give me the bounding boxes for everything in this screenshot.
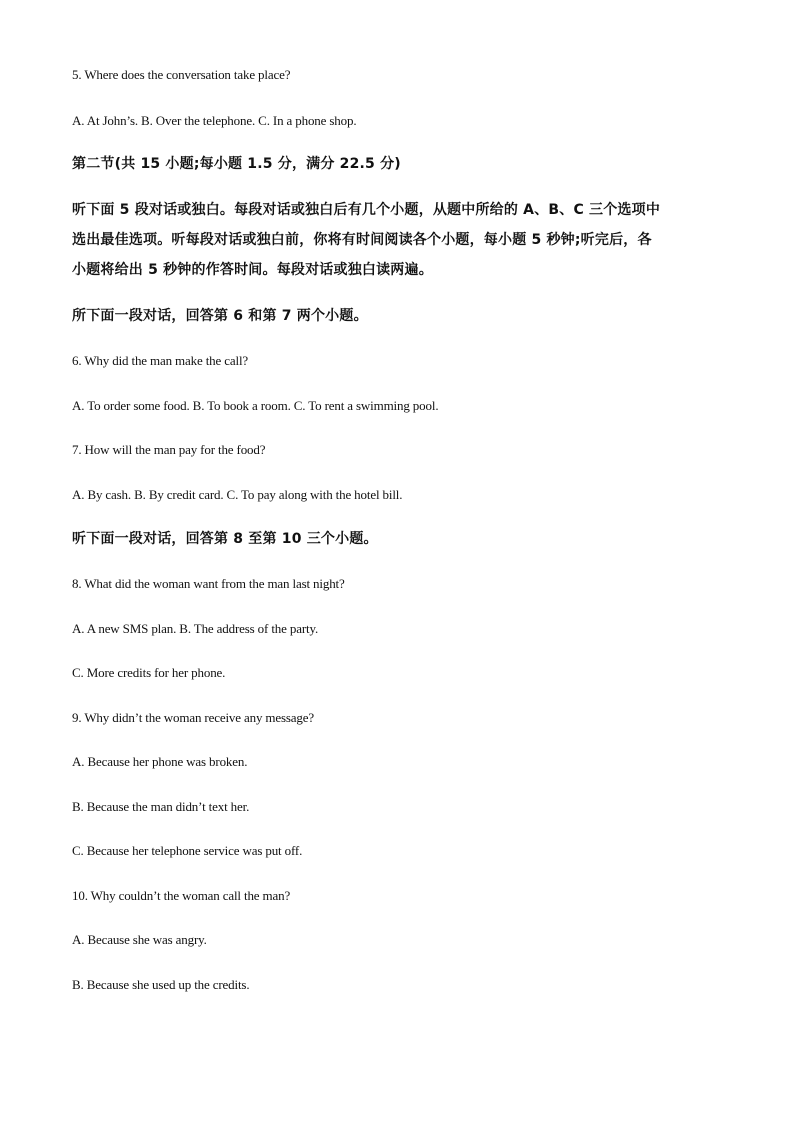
- question-9-option-c: C. Because her telephone service was put off.: [72, 843, 303, 858]
- question-9-option-a: A. Because her phone was broken.: [72, 754, 248, 769]
- question-10: 10. Why couldn’t the woman call the man?: [72, 888, 291, 903]
- question-9-option-b: B. Because the man didn’t text her.: [72, 799, 250, 814]
- question-8-options-ab: A. A new SMS plan. B. The address of the party.: [72, 621, 319, 636]
- question-6-options: A. To order some food. B. To book a room. C. To rent a swimming pool.: [72, 398, 439, 413]
- instructions-line-2: 选出最佳选项。听每段对话或独白前，你将有时间阅读各个小题，每小题 5 秒钟;听完后，各: [72, 232, 652, 248]
- question-5: 5. Where does the conversation take place?: [72, 67, 291, 82]
- question-7-options: A. By cash. B. By credit card. C. To pay along with the hotel bill.: [72, 487, 403, 502]
- question-7: 7. How will the man pay for the food?: [72, 442, 266, 457]
- question-5-options: A. At John’s. B. Over the telephone. C. In a phone shop.: [72, 113, 357, 128]
- instructions-line-1: 听下面 5 段对话或独白。每段对话或独白后有几个小题，从题中所给的 A、B、C 三个选项中: [72, 202, 661, 218]
- group-2-heading: 听下面一段对话，回答第 8 至第 10 三个小题。: [72, 531, 378, 547]
- question-6: 6. Why did the man make the call?: [72, 353, 249, 368]
- instructions-line-3: 小题将给出 5 秒钟的作答时间。每段对话或独白读两遍。: [72, 262, 433, 278]
- question-10-option-a: A. Because she was angry.: [72, 932, 207, 947]
- group-1-heading: 所下面一段对话，回答第 6 和第 7 两个小题。: [72, 308, 368, 324]
- question-8-option-c: C. More credits for her phone.: [72, 665, 226, 680]
- question-9: 9. Why didn’t the woman receive any message?: [72, 710, 315, 725]
- question-8: 8. What did the woman want from the man last night?: [72, 576, 345, 591]
- question-10-option-b: B. Because she used up the credits.: [72, 977, 250, 992]
- section-heading: 第二节(共 15 小题;每小题 1.5 分，满分 22.5 分): [72, 156, 401, 172]
